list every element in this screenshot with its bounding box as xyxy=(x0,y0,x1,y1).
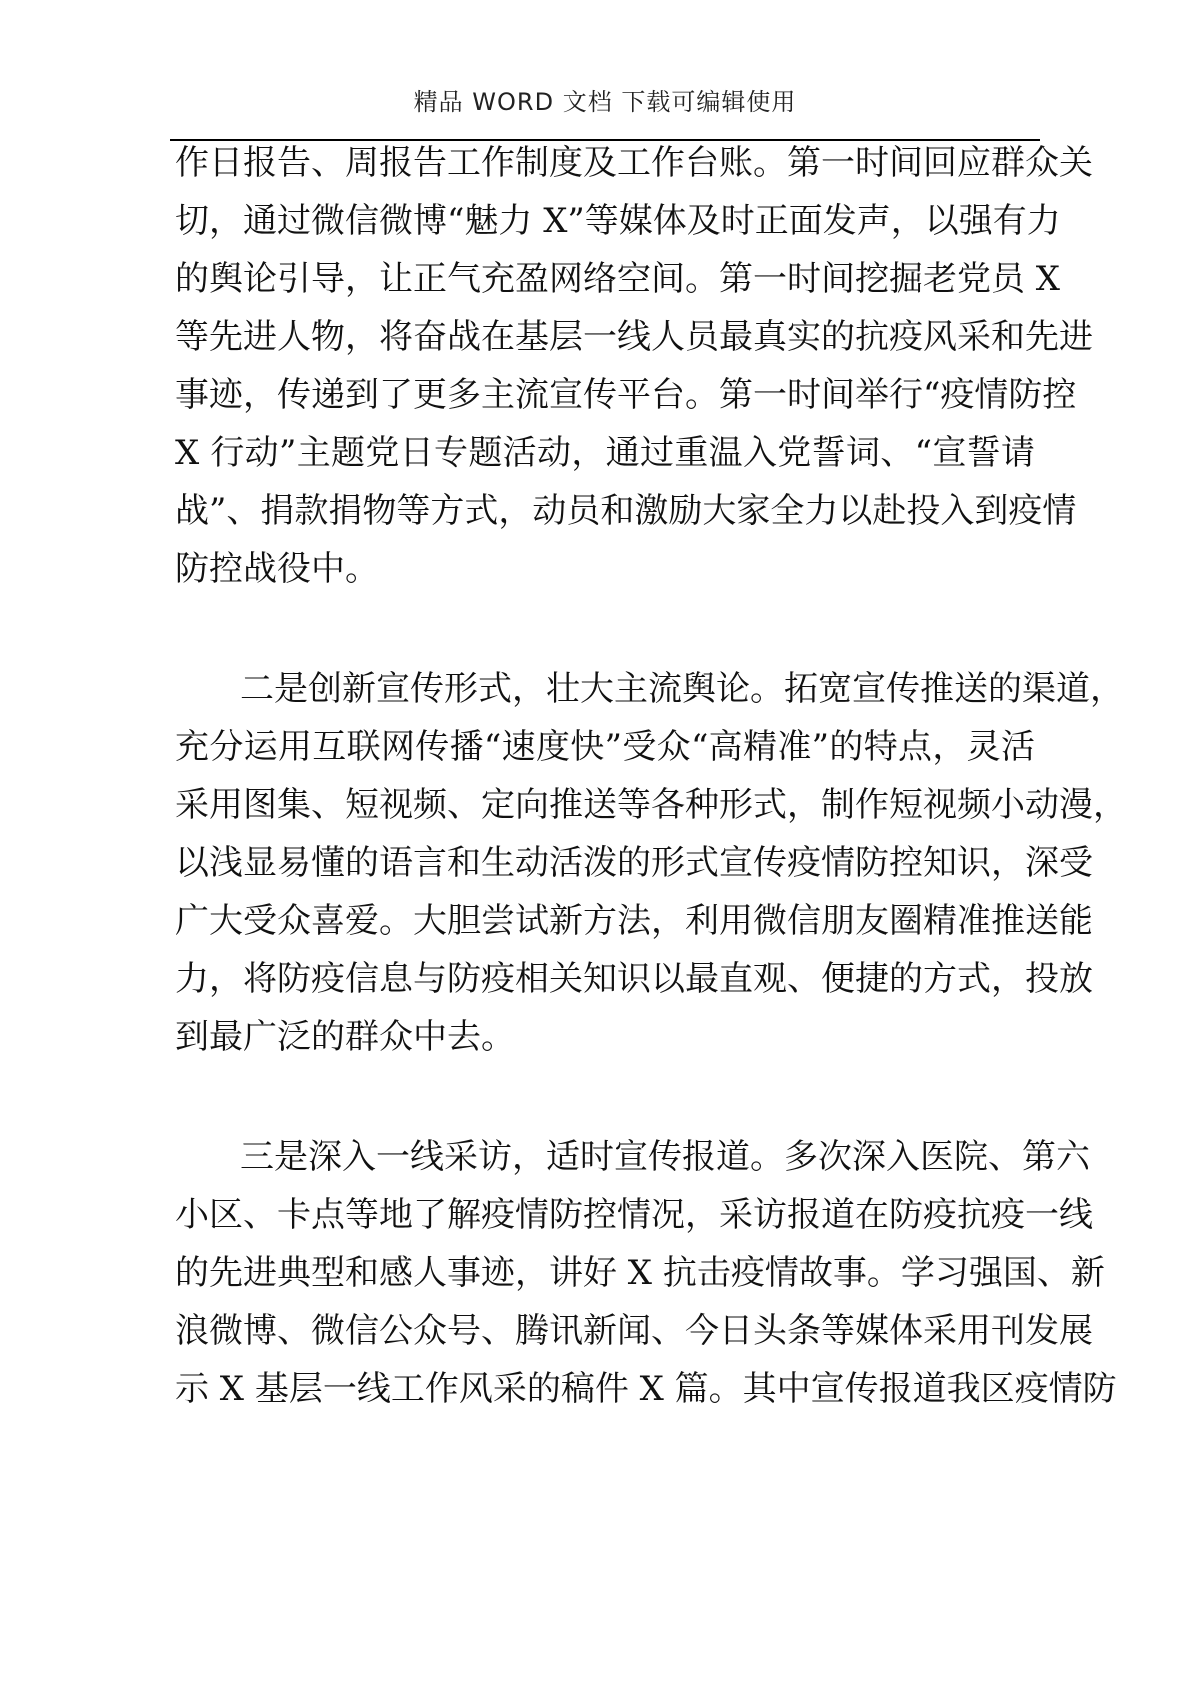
paragraph-2-line-5: 广大受众喜爱。大胆尝试新方法，利用微信朋友圈精准推送能 xyxy=(175,901,1093,941)
paragraph-2-line-2: 充分运用互联网传播“速度快”受众“高精准”的特点，灵活 xyxy=(175,727,1035,767)
paragraph-1-line-2: 切，通过微信微博“魅力 X”等媒体及时正面发声，以强有力 xyxy=(175,201,1061,241)
paragraph-3-line-2: 小区、卡点等地了解疫情防控情况，采访报道在防疫抗疫一线 xyxy=(175,1195,1093,1235)
page-header: 精品 WORD 文档 下载可编辑使用 xyxy=(413,88,797,116)
paragraph-3-line-3: 的先进典型和感人事迹，讲好 X 抗击疫情故事。学习强国、新 xyxy=(175,1253,1105,1293)
paragraph-3-line-4: 浪微博、微信公众号、腾讯新闻、今日头条等媒体采用刊发展 xyxy=(175,1311,1093,1351)
paragraph-1-line-8: 防控战役中。 xyxy=(175,549,379,589)
header-divider xyxy=(170,139,1040,141)
paragraph-1-line-6: X 行动”主题党日专题活动，通过重温入党誓词、“宣誓请 xyxy=(175,433,1035,473)
paragraph-2-line-1: 二是创新宣传形式，壮大主流舆论。拓宽宣传推送的渠道， xyxy=(240,669,1124,709)
paragraph-2-line-3: 采用图集、短视频、定向推送等各种形式，制作短视频小动漫， xyxy=(175,785,1127,825)
paragraph-1-line-4: 等先进人物，将奋战在基层一线人员最真实的抗疫风采和先进 xyxy=(175,317,1093,357)
paragraph-3-line-1: 三是深入一线采访，适时宣传报道。多次深入医院、第六 xyxy=(240,1137,1090,1177)
paragraph-1-line-3: 的舆论引导，让正气充盈网络空间。第一时间挖掘老党员 X xyxy=(175,259,1061,299)
paragraph-2-line-6: 力，将防疫信息与防疫相关知识以最直观、便捷的方式，投放 xyxy=(175,959,1093,999)
paragraph-2-line-4: 以浅显易懂的语言和生动活泼的形式宣传疫情防控知识，深受 xyxy=(175,843,1093,883)
paragraph-3-line-5: 示 X 基层一线工作风采的稿件 X 篇。其中宣传报道我区疫情防 xyxy=(175,1369,1117,1409)
paragraph-1-line-1: 作日报告、周报告工作制度及工作台账。第一时间回应群众关 xyxy=(175,143,1093,183)
paragraph-1-line-5: 事迹，传递到了更多主流宣传平台。第一时间举行“疫情防控 xyxy=(175,375,1077,415)
paragraph-2-line-7: 到最广泛的群众中去。 xyxy=(175,1017,515,1057)
paragraph-1-line-7: 战”、捐款捐物等方式，动员和激励大家全力以赴投入到疫情 xyxy=(175,491,1077,531)
